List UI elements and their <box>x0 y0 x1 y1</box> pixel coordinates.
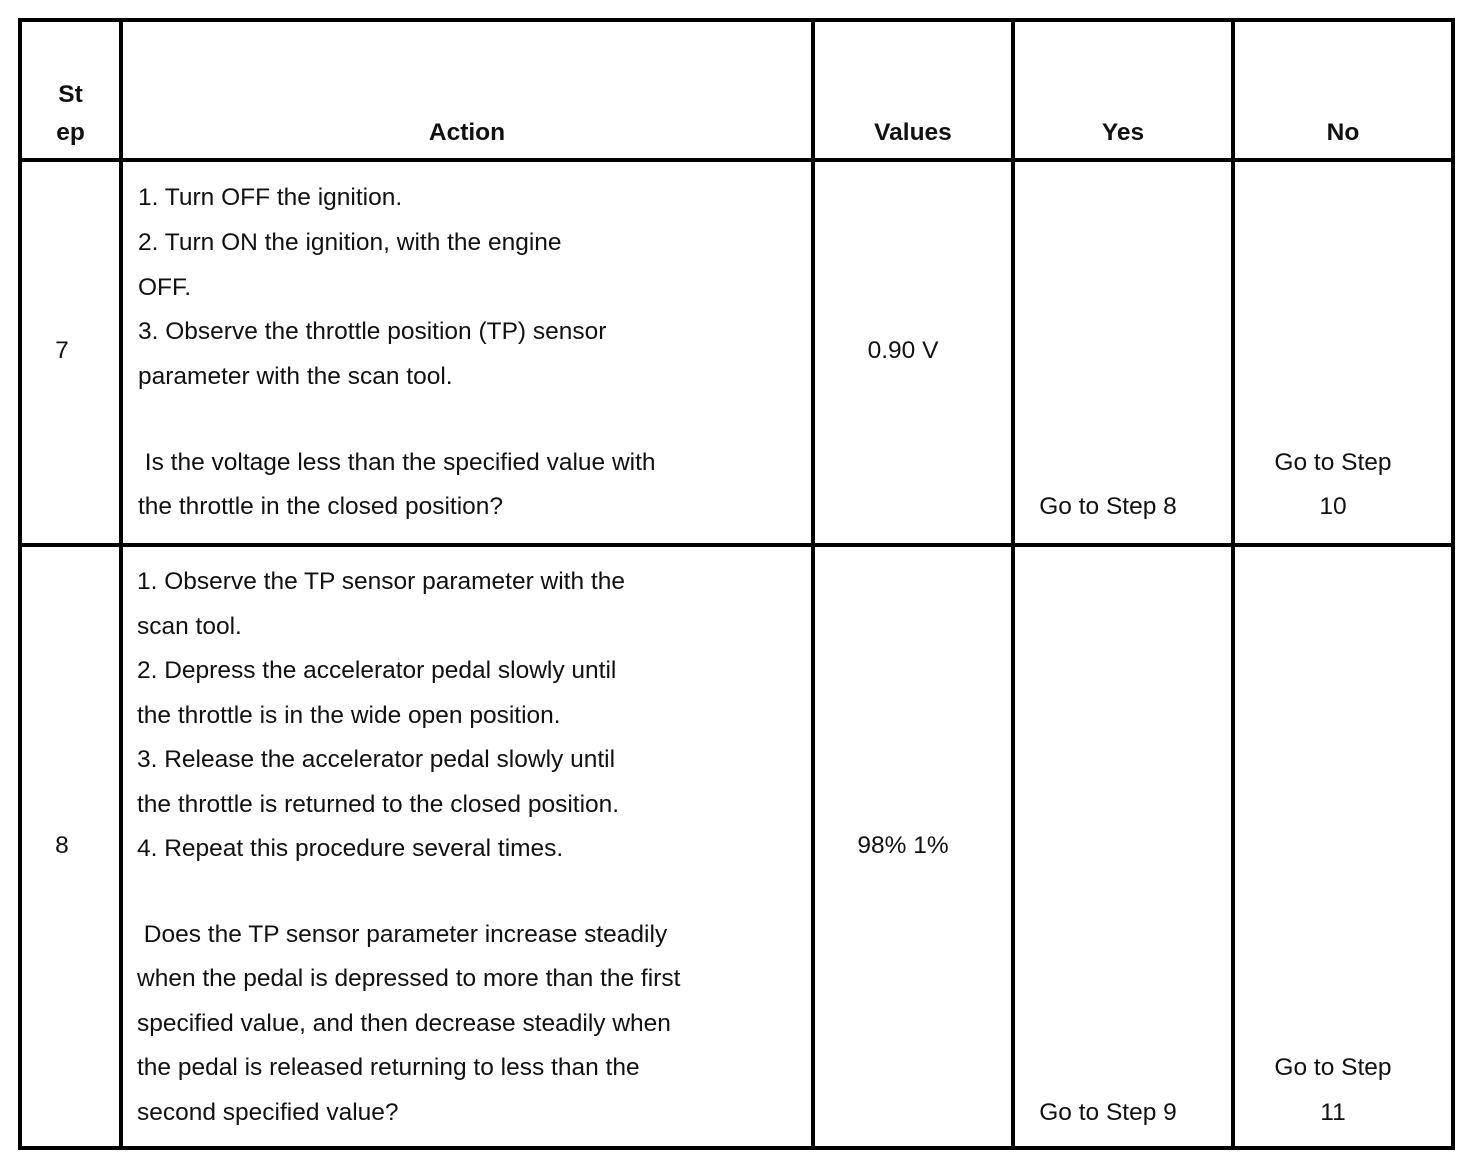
action-line: 1. Turn OFF the ignition. <box>138 184 403 211</box>
header-divider <box>18 158 1455 162</box>
table-border-bottom <box>18 1146 1455 1150</box>
row-divider <box>18 543 1455 547</box>
step-number: 7 <box>55 337 69 364</box>
yes-result: Go to Step 9 <box>1039 1099 1177 1126</box>
action-line: OFF. <box>138 274 192 301</box>
action-line: 1. Observe the TP sensor parameter with the <box>137 568 625 595</box>
column-divider <box>811 18 815 1150</box>
column-divider <box>119 18 123 1150</box>
spec-value: 98% 1% <box>857 832 949 859</box>
table-border-right <box>1451 18 1455 1150</box>
action-line: 2. Depress the accelerator pedal slowly until <box>137 657 617 684</box>
no-result-line1: Go to Step <box>1274 449 1392 476</box>
no-result-line2: 11 <box>1320 1099 1346 1126</box>
action-line: 2. Turn ON the ignition, with the engine <box>138 229 562 256</box>
action-question: the throttle in the closed position? <box>138 493 504 520</box>
header-step-line2: ep <box>56 119 85 146</box>
action-question: the pedal is released returning to less than the <box>137 1054 640 1081</box>
table-border-top <box>18 18 1455 22</box>
no-result-line1: Go to Step <box>1274 1054 1392 1081</box>
action-question: when the pedal is depressed to more than the first <box>137 965 681 992</box>
action-line: scan tool. <box>137 613 242 640</box>
action-question: Does the TP sensor parameter increase steadily <box>137 921 668 948</box>
action-line: 3. Release the accelerator pedal slowly until <box>137 746 616 773</box>
spec-value: 0.90 V <box>867 337 939 364</box>
action-question: Is the voltage less than the specified value with <box>138 449 656 476</box>
header-action: Action <box>428 119 506 146</box>
header-no: No <box>1326 119 1360 146</box>
header-values: Values <box>874 119 952 146</box>
action-line: 4. Repeat this procedure several times. <box>137 835 564 862</box>
header-yes: Yes <box>1101 119 1145 146</box>
action-question: specified value, and then decrease steadily when <box>137 1010 671 1037</box>
step-number: 8 <box>55 832 69 859</box>
action-line: parameter with the scan tool. <box>138 363 453 390</box>
header-step-line1: St <box>58 81 83 108</box>
no-result-line2: 10 <box>1319 493 1347 520</box>
action-question: second specified value? <box>137 1099 399 1126</box>
yes-result: Go to Step 8 <box>1039 493 1177 520</box>
table-border-left <box>18 18 22 1150</box>
action-line: the throttle is in the wide open position. <box>137 702 561 729</box>
column-divider <box>1011 18 1015 1150</box>
action-line: the throttle is returned to the closed position. <box>137 791 620 818</box>
column-divider <box>1231 18 1235 1150</box>
action-line: 3. Observe the throttle position (TP) sensor <box>138 318 607 345</box>
